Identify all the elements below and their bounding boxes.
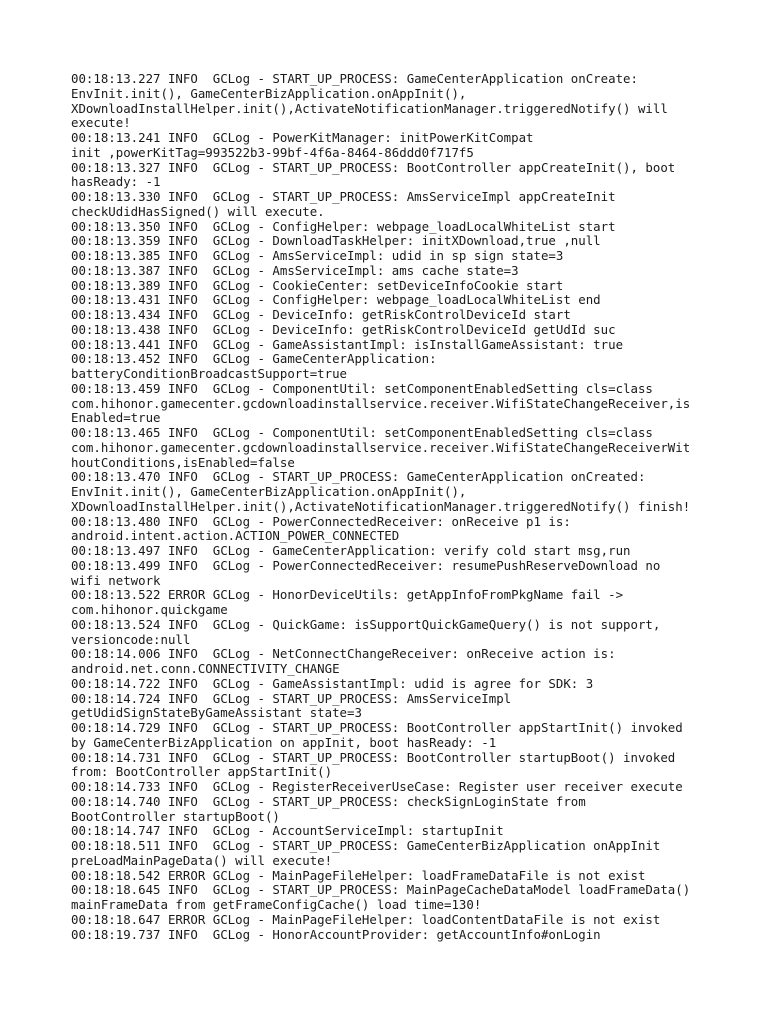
log-line: wifi network: [71, 572, 161, 588]
log-line: 00:18:13.497 INFO GCLog - GameCenterApplication: verify cold start msg,run: [71, 543, 631, 558]
log-line: 00:18:13.350 INFO GCLog - ConfigHelper: webpage_loadLocalWhiteList start: [71, 218, 616, 234]
log-line: android.intent.action.ACTION_POWER_CONNECTED: [71, 528, 400, 544]
log-line: 00:18:18.542 ERROR GCLog - MainPageFileHelper: loadFrameDataFile is not exist: [71, 867, 646, 883]
log-line: 00:18:13.227 INFO GCLog - START_UP_PROCESS: GameCenterApplication onCreate:: [71, 71, 638, 86]
log-line: 00:18:13.470 INFO GCLog - START_UP_PROCESS: GameCenterApplication onCreated:: [71, 469, 646, 485]
log-line: 00:18:18.511 INFO GCLog - START_UP_PROCESS: GameCenterBizApplication onAppInit: [71, 838, 661, 853]
log-line: by GameCenterBizApplication on appInit, boot hasReady: -1: [71, 734, 497, 750]
log-line: 00:18:13.524 INFO GCLog - QuickGame: isSupportQuickGameQuery() is not support,: [71, 616, 661, 632]
log-line: 00:18:13.431 INFO GCLog - ConfigHelper: webpage_loadLocalWhiteList end: [71, 292, 601, 308]
log-line: 00:18:13.522 ERROR GCLog - HonorDeviceUtils: getAppInfoFromPkgName fail ->: [71, 587, 624, 603]
log-line: 00:18:14.722 INFO GCLog - GameAssistantImpl: udid is agree for SDK: 3: [71, 675, 594, 691]
log-line: 00:18:14.006 INFO GCLog - NetConnectChangeReceiver: onReceive action is:: [71, 646, 616, 662]
log-line: com.hihonor.gamecenter.gcdownloadinstallservice.receiver.WifiStateChangeReceiver,is: [71, 395, 691, 411]
log-line: 00:18:13.452 INFO GCLog - GameCenterApplication:: [71, 351, 437, 367]
log-line: 00:18:13.459 INFO GCLog - ComponentUtil: setComponentEnabledSetting cls=class: [71, 380, 653, 396]
log-line: checkUdidHasSigned() will execute.: [71, 203, 325, 219]
log-line: init ,powerKitTag=993522b3-99bf-4f6a-8464-86ddd0f717f5: [71, 144, 474, 160]
log-line: 00:18:13.441 INFO GCLog - GameAssistantImpl: isInstallGameAssistant: true: [71, 336, 624, 352]
log-line: 00:18:13.327 INFO GCLog - START_UP_PROCESS: BootController appCreateInit(), boot: [71, 159, 676, 175]
log-line: 00:18:13.434 INFO GCLog - DeviceInfo: getRiskControlDeviceId start: [71, 307, 571, 322]
log-line: from: BootController appStartInit(): [71, 764, 333, 780]
log-line: houtConditions,isEnabled=false: [71, 454, 295, 470]
log-line: 00:18:13.389 INFO GCLog - CookieCenter: setDeviceInfoCookie start: [71, 277, 564, 293]
log-line: 00:18:18.645 INFO GCLog - START_UP_PROCESS: MainPageCacheDataModel loadFrameData(): [71, 882, 691, 898]
log-line: 00:18:13.359 INFO GCLog - DownloadTaskHelper: initXDownload,true ,null: [71, 233, 601, 249]
log-line: hasReady: -1: [71, 174, 161, 190]
log-line: 00:18:14.740 INFO GCLog - START_UP_PROCESS: checkSignLoginState from: [71, 793, 586, 809]
log-line: 00:18:18.647 ERROR GCLog - MainPageFileHelper: loadContentDataFile is not exist: [71, 911, 661, 927]
log-line: 00:18:13.480 INFO GCLog - PowerConnectedReceiver: onReceive p1 is:: [71, 513, 571, 529]
log-line: XDownloadInstallHelper.init(),ActivateNotificationManager.triggeredNotify() finish!: [71, 498, 691, 514]
log-line: Enabled=true: [71, 410, 161, 426]
log-line: getUdidSignStateByGameAssistant state=3: [71, 705, 362, 721]
log-line: EnvInit.init(), GameCenterBizApplication.onAppInit(),: [71, 85, 467, 101]
log-line: mainFrameData from getFrameConfigCache() load time=130!: [71, 897, 482, 912]
log-line: com.hihonor.gamecenter.gcdownloadinstallservice.receiver.WifiStateChangeReceiverWit: [71, 439, 691, 455]
log-line: preLoadMainPageData() will execute!: [71, 852, 333, 868]
log-line: execute!: [71, 115, 131, 131]
log-line: 00:18:13.465 INFO GCLog - ComponentUtil: setComponentEnabledSetting cls=class: [71, 425, 653, 440]
log-line: 00:18:19.737 INFO GCLog - HonorAccountProvider: getAccountInfo#onLogin: [71, 926, 601, 942]
log-line: android.net.conn.CONNECTIVITY_CHANGE: [71, 661, 340, 676]
log-line: XDownloadInstallHelper.init(),ActivateNotificationManager.triggeredNotify() will: [71, 100, 668, 116]
log-line: 00:18:13.330 INFO GCLog - START_UP_PROCESS: AmsServiceImpl appCreateInit: [71, 189, 616, 204]
log-line: 00:18:13.499 INFO GCLog - PowerConnectedReceiver: resumePushReserveDownload no: [71, 557, 661, 573]
log-document: [71, 72, 701, 942]
log-line: 00:18:14.747 INFO GCLog - AccountServiceImpl: startupInit: [71, 823, 504, 839]
log-line: 00:18:13.241 INFO GCLog - PowerKitManager: initPowerKitCompat: [71, 130, 534, 145]
log-line: com.hihonor.quickgame: [71, 602, 228, 617]
log-line: 00:18:14.729 INFO GCLog - START_UP_PROCESS: BootController appStartInit() invoked: [71, 720, 683, 735]
log-line: 00:18:14.724 INFO GCLog - START_UP_PROCESS: AmsServiceImpl: [71, 690, 512, 706]
log-line: batteryConditionBroadcastSupport=true: [71, 366, 348, 381]
log-line: BootController startupBoot(): [71, 808, 280, 824]
log-line: 00:18:13.385 INFO GCLog - AmsServiceImpl: udid in sp sign state=3: [71, 248, 564, 263]
log-line: versioncode:null: [71, 631, 191, 647]
log-line: 00:18:13.387 INFO GCLog - AmsServiceImpl: ams cache state=3: [71, 262, 519, 278]
log-line: 00:18:14.731 INFO GCLog - START_UP_PROCESS: BootController startupBoot() invoked: [71, 749, 676, 765]
log-line: EnvInit.init(), GameCenterBizApplication.onAppInit(),: [71, 484, 467, 499]
log-line: 00:18:13.438 INFO GCLog - DeviceInfo: getRiskControlDeviceId getUdId suc: [71, 321, 616, 337]
log-line: 00:18:14.733 INFO GCLog - RegisterReceiverUseCase: Register user receiver execute: [71, 779, 683, 794]
